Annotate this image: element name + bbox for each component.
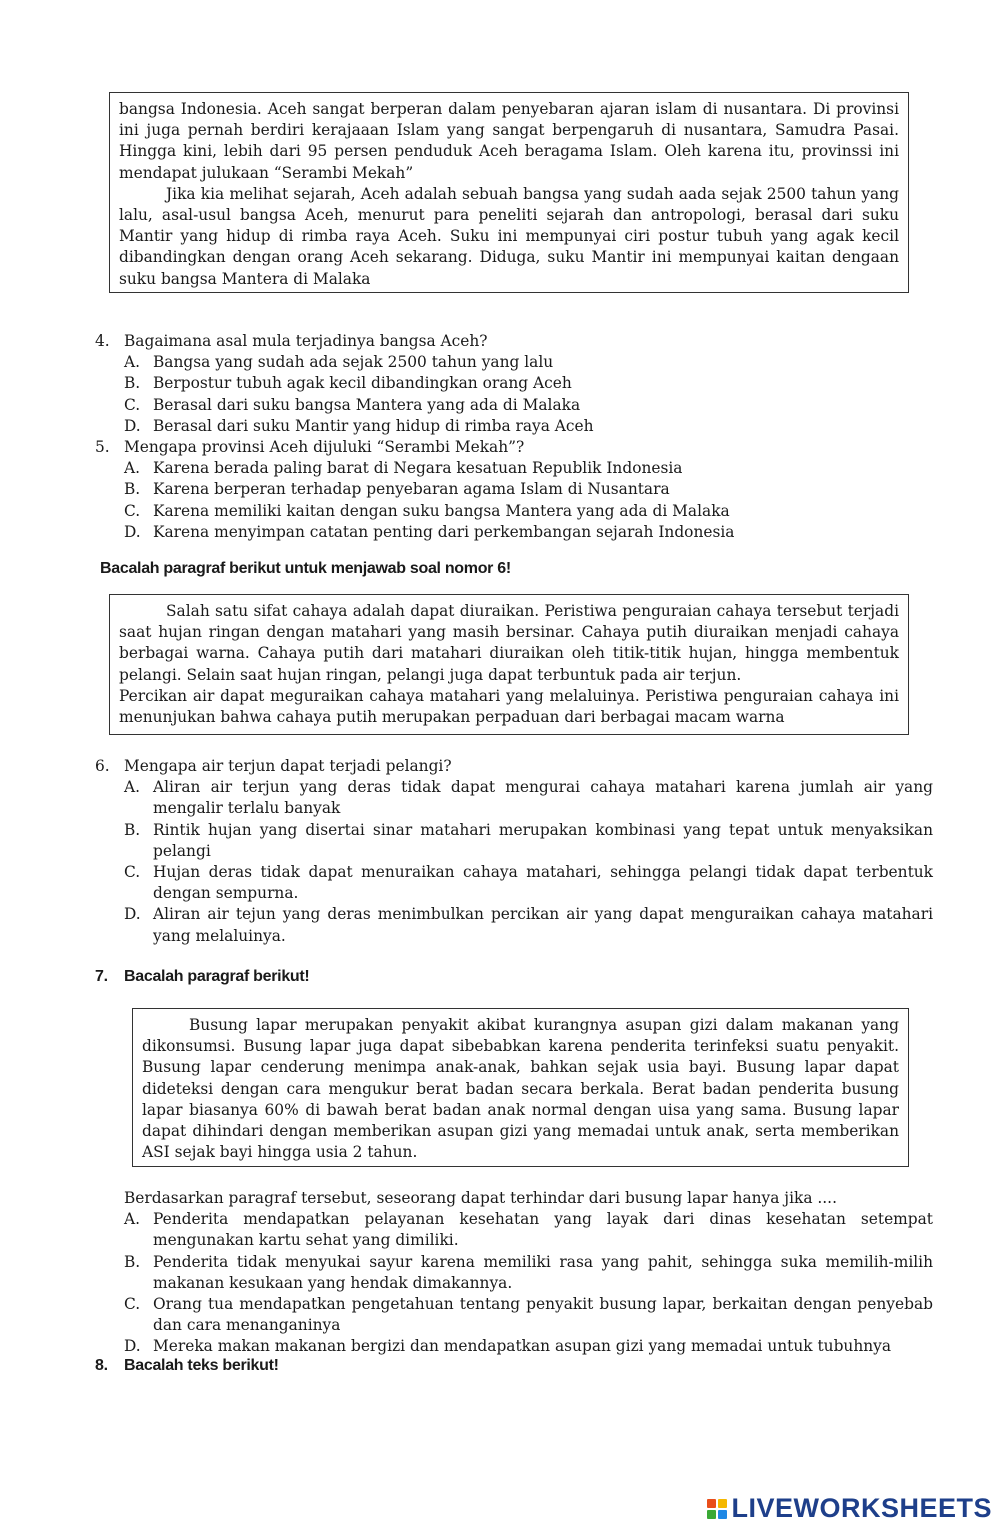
answer-option[interactable] (124, 395, 935, 416)
liveworksheets-logo[interactable] (707, 1493, 992, 1524)
question-8-heading (95, 1357, 279, 1375)
option-letter: B. (124, 1252, 141, 1271)
question-text: Berdasarkan paragraf tersebut, seseorang dapat terhindar dari busung lapar hanya jika .... (124, 1189, 837, 1207)
question-text: Bagaimana asal mula terjadinya bangsa Aceh? (124, 332, 488, 350)
question-block-4-5 (95, 331, 935, 543)
option-text: Berpostur tubuh agak kecil dibandingkan orang Aceh (153, 374, 572, 393)
option-letter: B. (124, 820, 141, 839)
question-7-heading (95, 968, 309, 986)
answer-option[interactable] (124, 458, 935, 479)
heading-text: Bacalah paragraf berikut! (124, 968, 310, 985)
answer-option[interactable] (124, 904, 933, 946)
answer-option[interactable] (124, 1294, 933, 1336)
passage-paragraph: Busung lapar merupakan penyakit akibat kurangnya asupan gizi dalam makanan yang dikonsumsi. Busung lapar juga dapat sibebabkan karena penderita terinfeksi suatu penyakit. Busung lapar cenderung menimpa anak-anak, bahkan sejak usia bayi. Busung lapar dapat dideteksi dengan cara mengukur berat badan secara berkala. Berat badan penderita busung lapar biasanya 60% di bawah berat badan anak normal dengan uisa yang sama. Busung lapar dapat dihindari dengan memberikan asupan gizi yang memadai untuk anak, serta memberikan ASI sejak bayi hingga usia 2 tahun. (142, 1016, 899, 1162)
option-text: Penderita tidak menyukai sayur karena memiliki rasa yang pahit, sehingga suka memilih-milih makanan kesukaan yang hendak dimakannya. (153, 1252, 933, 1292)
option-letter: A. (124, 353, 141, 372)
option-letter: D. (124, 416, 141, 435)
passage-box-busung-lapar (132, 1008, 909, 1167)
option-text: Penderita mendapatkan pelayanan kesehatan yang layak dari dinas kesehatan setempat mengunakan kartu sehat yang dimiliki. (153, 1210, 933, 1250)
passage-box-aceh (109, 92, 909, 293)
answer-option[interactable] (124, 1252, 933, 1294)
question-number: 8. (95, 1357, 108, 1374)
option-letter: A. (124, 778, 141, 797)
option-text: Aliran air terjun yang deras tidak dapat mengurai cahaya matahari karena jumlah air yang mengalir terlalu banyak (153, 778, 933, 818)
logo-square (718, 1499, 727, 1508)
option-letter: B. (124, 480, 141, 499)
option-text: Karena memiliki kaitan dengan suku bangsa Mantera yang ada di Malaka (153, 501, 730, 520)
answer-option[interactable] (124, 1336, 933, 1357)
logo-square (707, 1510, 716, 1519)
option-text: Mereka makan makanan bergizi dan mendapatkan asupan gizi yang memadai untuk tubuhnya (153, 1337, 892, 1356)
option-text: Rintik hujan yang disertai sinar matahari merupakan kombinasi yang tepat untuk menyaksikan pelangi (153, 820, 933, 860)
option-letter: D. (124, 1337, 141, 1356)
logo-square (707, 1499, 716, 1508)
question-number: 6. (95, 757, 110, 775)
passage-box-cahaya (109, 594, 909, 735)
heading-text: Bacalah teks berikut! (124, 1357, 279, 1374)
option-letter: D. (124, 522, 141, 541)
option-text: Berasal dari suku Mantir yang hidup di rimba raya Aceh (153, 416, 594, 435)
option-text: Karena berperan terhadap penyebaran agama Islam di Nusantara (153, 480, 670, 499)
question-number: 7. (95, 968, 108, 985)
option-letter: C. (124, 1295, 141, 1314)
question-number: 4. (95, 332, 110, 350)
option-text: Karena menyimpan catatan penting dari perkembangan sejarah Indonesia (153, 522, 735, 541)
option-letter: C. (124, 501, 141, 520)
option-letter: A. (124, 1210, 141, 1229)
passage-paragraph: Salah satu sifat cahaya adalah dapat diuraikan. Peristiwa penguraian cahaya tersebut terjadi saat hujan ringan dengan matahari yang masih bersinar. Cahaya putih diuraikan menjadi cahaya berbagai warna. Cahaya putih dari matahari diuraikan oleh titik-titik hujan, hingga membentuk pelangi. Selain saat hujan ringan, pelangi juga dapat terbuntuk pada air terjun. (119, 602, 899, 684)
option-text: Bangsa yang sudah ada sejak 2500 tahun yang lalu (153, 353, 554, 372)
logo-square (718, 1510, 727, 1519)
answer-option[interactable] (124, 820, 933, 862)
option-letter: A. (124, 459, 141, 478)
passage-paragraph: Jika kia melihat sejarah, Aceh adalah sebuah bangsa yang sudah aada sejak 2500 tahun yang lalu, asal-usul bangsa Aceh, menurut para peneliti sejarah dan antropologi, berasal dari suku Mantir yang hidup di rimba raya Aceh. Suku ini mempunyai ciri postur tubuh yang agak kecil dibandingkan dengan orang Aceh sekarang. Diduga, suku Mantir ini mempunyai kaitan dengaan suku bangsa Mantera di Malaka (119, 184, 899, 288)
answer-option[interactable] (124, 522, 935, 543)
answer-option[interactable] (124, 862, 933, 904)
logo-mark-icon (707, 1499, 727, 1519)
question-number: 5. (95, 438, 110, 457)
answer-option[interactable] (124, 373, 935, 394)
answer-option[interactable] (124, 479, 935, 500)
question-4 (95, 331, 935, 352)
option-letter: C. (124, 863, 141, 882)
question-text: Mengapa provinsi Aceh dijuluki “Serambi Mekah”? (124, 438, 525, 457)
question-5 (95, 437, 935, 458)
option-text: Hujan deras tidak dapat menuraikan cahaya matahari, sehingga pelangi tidak dapat terbentuk dengan sempurna. (153, 863, 933, 903)
option-text: Berasal dari suku bangsa Mantera yang ada di Malaka (153, 395, 581, 414)
answer-option[interactable] (124, 777, 933, 819)
option-letter: B. (124, 374, 141, 393)
option-text: Karena berada paling barat di Negara kesatuan Republik Indonesia (153, 459, 683, 478)
answer-option[interactable] (124, 1209, 933, 1251)
option-text: Orang tua mendapatkan pengetahuan tentang penyakit busung lapar, berkaitan dengan penyebab dan cara menanganinya (153, 1295, 933, 1335)
logo-text: LIVEWORKSHEETS (731, 1493, 992, 1523)
option-text: Aliran air tejun yang deras menimbulkan percikan air yang dapat menguraikan cahaya matahari yang melaluinya. (153, 905, 933, 945)
passage-paragraph: Percikan air dapat meguraikan cahaya matahari yang melaluinya. Peristiwa penguraian cahaya ini menunjukan bahwa cahaya putih merupakan perpaduan dari berbagai macam warna (119, 686, 899, 727)
passage-paragraph: bangsa Indonesia. Aceh sangat berperan dalam penyebaran ajaran islam di nusantara. Di provinsi ini juga pernah berdiri kerajaaan Islam yang sangat berpengaruh di nusantara, Samudra Pasai. Hingga kini, lebih dari 95 persen penduduk Aceh beragama Islam. Oleh karena itu, provinssi ini mendapat julukaan “Serambi Mekah” (119, 100, 899, 182)
question-text: Mengapa air terjun dapat terjadi pelangi? (124, 757, 452, 775)
question-6 (95, 756, 933, 777)
question-block-6 (95, 756, 933, 947)
answer-option[interactable] (124, 416, 935, 437)
instruction-heading-6: Bacalah paragraf berikut untuk menjawab soal nomor 6! (100, 560, 511, 577)
answer-option[interactable] (124, 352, 935, 373)
option-letter: C. (124, 395, 141, 414)
option-letter: D. (124, 905, 141, 924)
answer-option[interactable] (124, 501, 935, 522)
question-block-7 (95, 1188, 933, 1358)
